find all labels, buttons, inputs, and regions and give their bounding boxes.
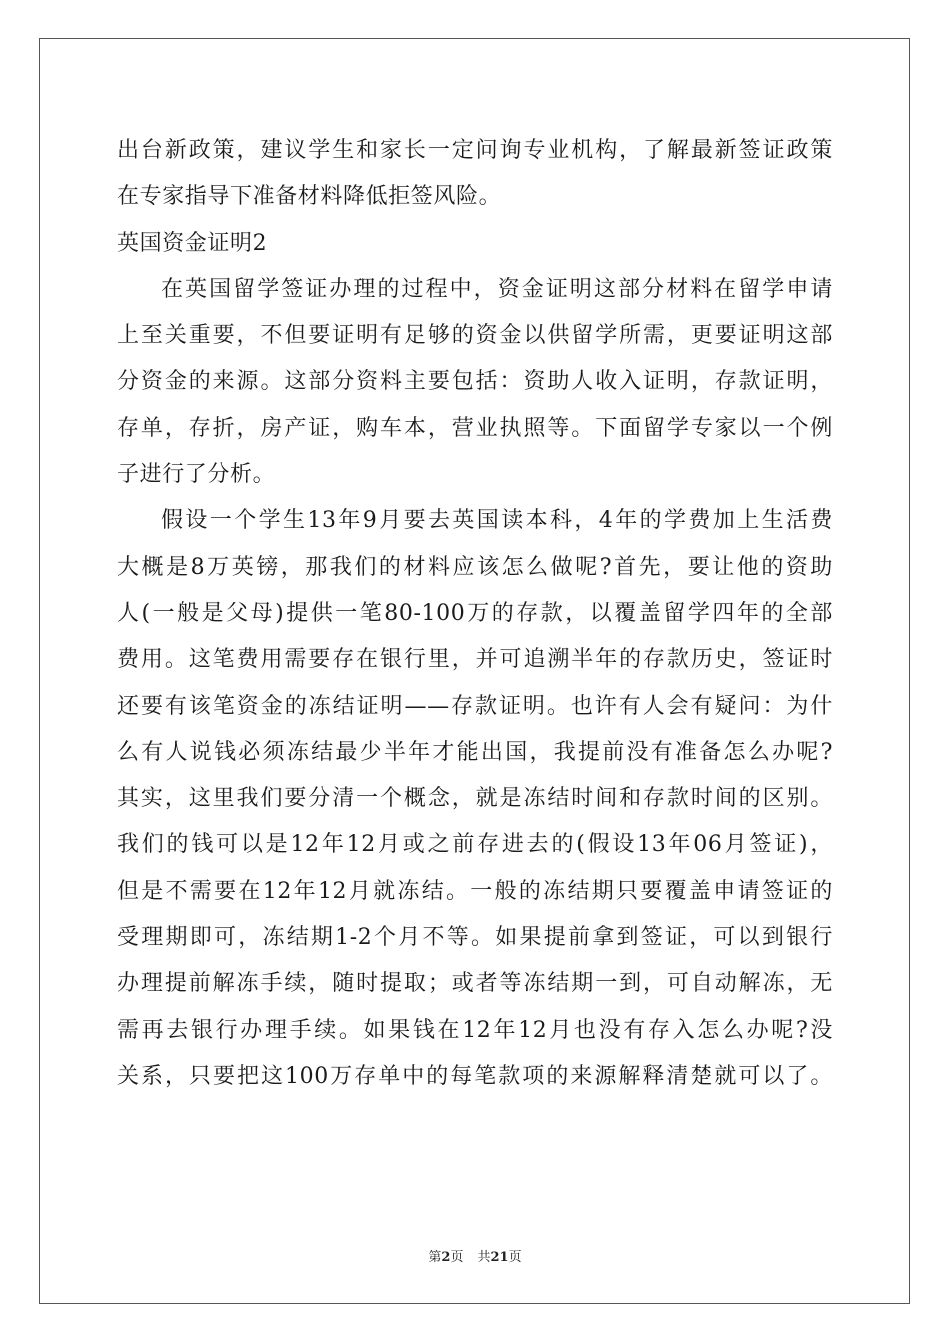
document-body bbox=[117, 128, 833, 1100]
total-prefix: 共 bbox=[477, 1250, 491, 1265]
text-line: 在英国留学签证办理的过程中，资金证明这部分材料在留学申请 bbox=[161, 276, 833, 302]
text-line: 分资金的来源。这部分资料主要包括：资助人收入证明，存款证明， bbox=[117, 369, 833, 395]
text-line: 假设一个学生13年9月要去英国读本科，4年的学费加上生活费 bbox=[161, 508, 833, 534]
total-pages: 21 bbox=[490, 1250, 509, 1265]
text-line: 办理提前解冻手续，随时提取；或者等冻结期一到，可自动解冻，无 bbox=[117, 971, 833, 997]
text-line: 上至关重要，不但要证明有足够的资金以供留学所需，更要证明这部 bbox=[117, 323, 833, 349]
text-line: 关系，只要把这100万存单中的每笔款项的来源解释清楚就可以了。 bbox=[117, 1063, 833, 1089]
text-line: 大概是8万英镑，那我们的材料应该怎么做呢?首先，要让他的资助 bbox=[117, 554, 833, 580]
text-line: 我们的钱可以是12年12月或之前存进去的(假设13年06月签证)， bbox=[117, 832, 833, 858]
text-line: 在专家指导下准备材料降低拒签风险。 bbox=[117, 184, 502, 210]
text-line: 其实，这里我们要分清一个概念，就是冻结时间和存款时间的区别。 bbox=[117, 786, 833, 812]
total-suffix: 页 bbox=[508, 1250, 522, 1265]
text-line: 子进行了分析。 bbox=[117, 462, 276, 488]
text-line: 受理期即可，冻结期1-2个月不等。如果提前拿到签证，可以到银行 bbox=[117, 925, 833, 951]
text-line: 但是不需要在12年12月就冻结。一般的冻结期只要覆盖申请签证的 bbox=[117, 878, 833, 904]
page-footer bbox=[0, 1246, 950, 1265]
page-suffix: 页 bbox=[450, 1250, 464, 1265]
section-heading: 英国资金证明2 bbox=[117, 230, 268, 256]
text-line: 出台新政策，建议学生和家长一定问询专业机构，了解最新签证政策 bbox=[117, 138, 833, 163]
text-line: 存单，存折，房产证，购车本，营业执照等。下面留学专家以一个例 bbox=[117, 415, 833, 441]
text-line: 么有人说钱必须冻结最少半年才能出国，我提前没有准备怎么办呢? bbox=[117, 739, 833, 765]
text-line: 费用。这笔费用需要存在银行里，并可追溯半年的存款历史，签证时 bbox=[117, 647, 833, 673]
text-line: 人(一般是父母)提供一笔80-100万的存款，以覆盖留学四年的全部 bbox=[117, 600, 833, 626]
text-line: 还要有该笔资金的冻结证明——存款证明。也许有人会有疑问：为什 bbox=[117, 693, 833, 719]
page-prefix: 第 bbox=[428, 1250, 442, 1265]
page-number: 2 bbox=[441, 1250, 451, 1265]
text-line: 需再去银行办理手续。如果钱在12年12月也没有存入怎么办呢?没 bbox=[117, 1017, 833, 1043]
